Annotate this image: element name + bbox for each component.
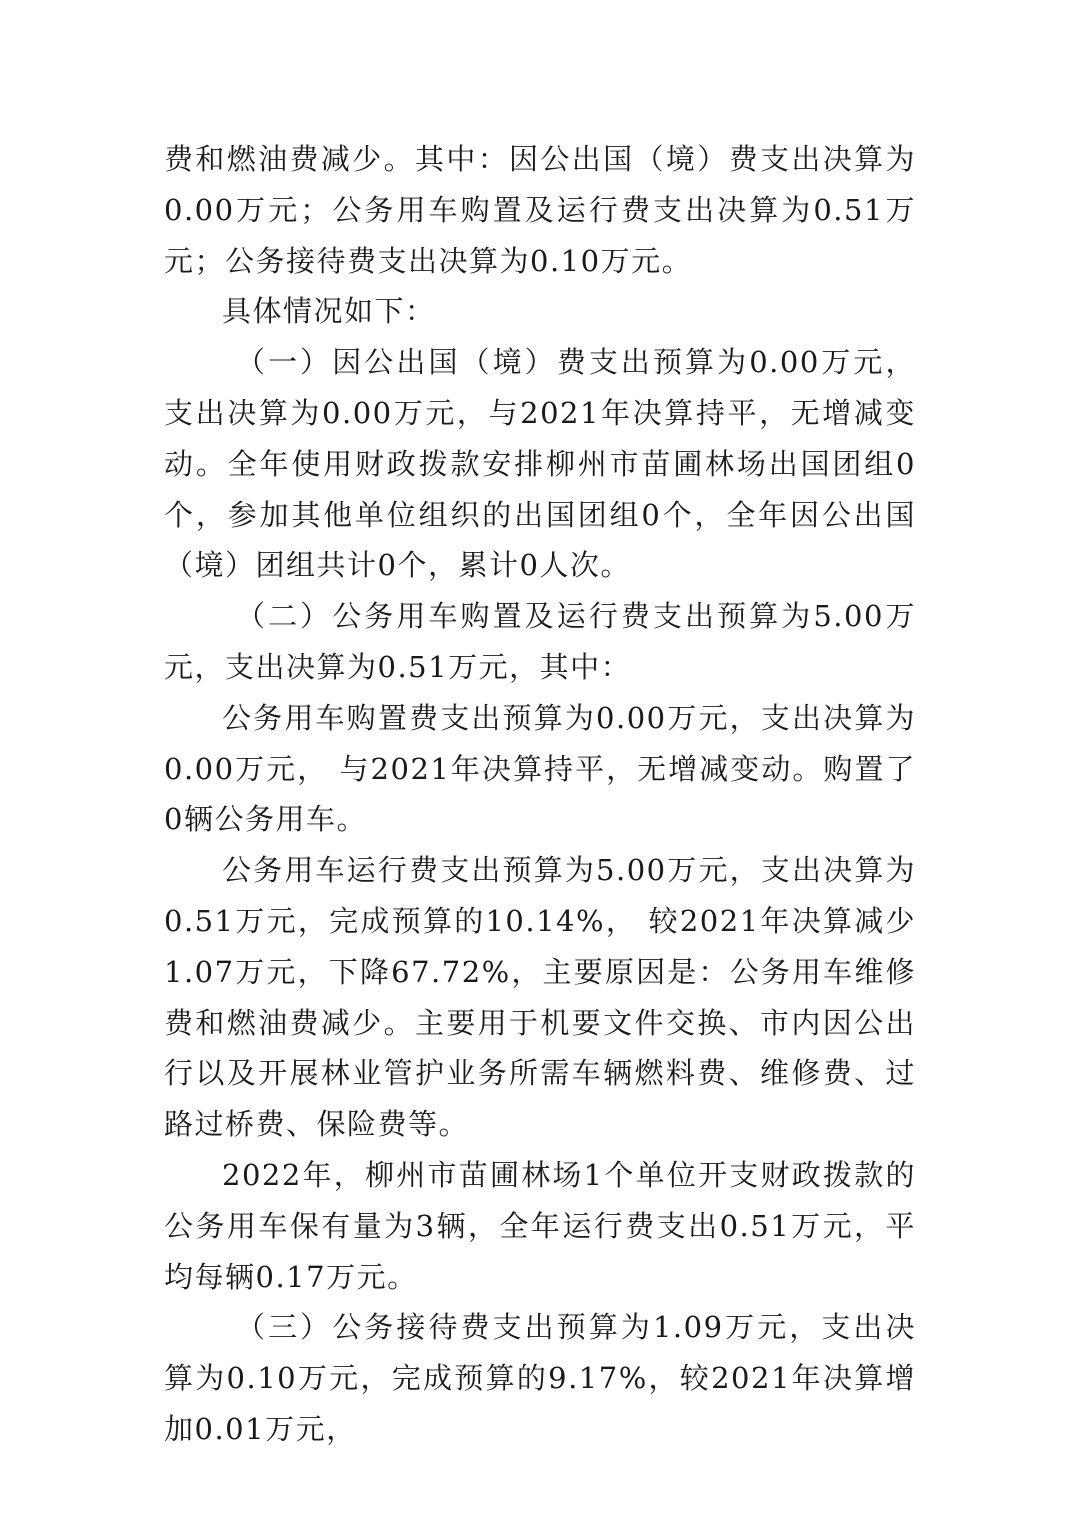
- paragraph-details-intro: 具体情况如下：: [222, 294, 436, 329]
- paragraph-vehicle-operation: 公务用车运行费支出预算为5.00万元，支出决算为0.51万元，完成预算的10.14%， 较2021年决算减少1.07万元，下降67.72%，主要原因是：公务用车维修费和燃油费减少。主要用于机要文件交换、市内因公出行以及开展林业管护业务所需车辆燃料费、维修费、过路过桥费、保险费等。: [164, 853, 916, 1142]
- paragraph-vehicle-total: （二）公务用车购置及运行费支出预算为5.00万元，支出决算为0.51万元，其中：: [164, 599, 916, 684]
- paragraph-reception: （三）公务接待费支出预算为1.09万元，支出决算为0.10万元，完成预算的9.17%，较2021年决算增加0.01万元，: [164, 1310, 916, 1446]
- paragraph-vehicle-fleet: 2022年，柳州市苗圃林场1个单位开支财政拨款的公务用车保有量为3辆，全年运行费支出0.51万元，平均每辆0.17万元。: [164, 1157, 916, 1294]
- paragraph-vehicle-purchase: 公务用车购置费支出预算为0.00万元，支出决算为0.00万元， 与2021年决算持平，无增减变动。购置了0辆公务用车。: [164, 700, 916, 837]
- paragraph-overseas-travel: （一）因公出国（境）费支出预算为0.00万元，支出决算为0.00万元，与2021年决算持平，无增减变动。全年使用财政拨款安排柳州市苗圃林场出国团组0个，参加其他单位组织的出国团组0个，全年因公出国（境）团组共计0个，累计0人次。: [164, 345, 916, 583]
- paragraph-continuation: 费和燃油费减少。其中：因公出国（境）费支出决算为0.00万元；公务用车购置及运行费支出决算为0.51万元；公务接待费支出决算为0.10万元。: [164, 142, 916, 278]
- document-body: [164, 134, 916, 1455]
